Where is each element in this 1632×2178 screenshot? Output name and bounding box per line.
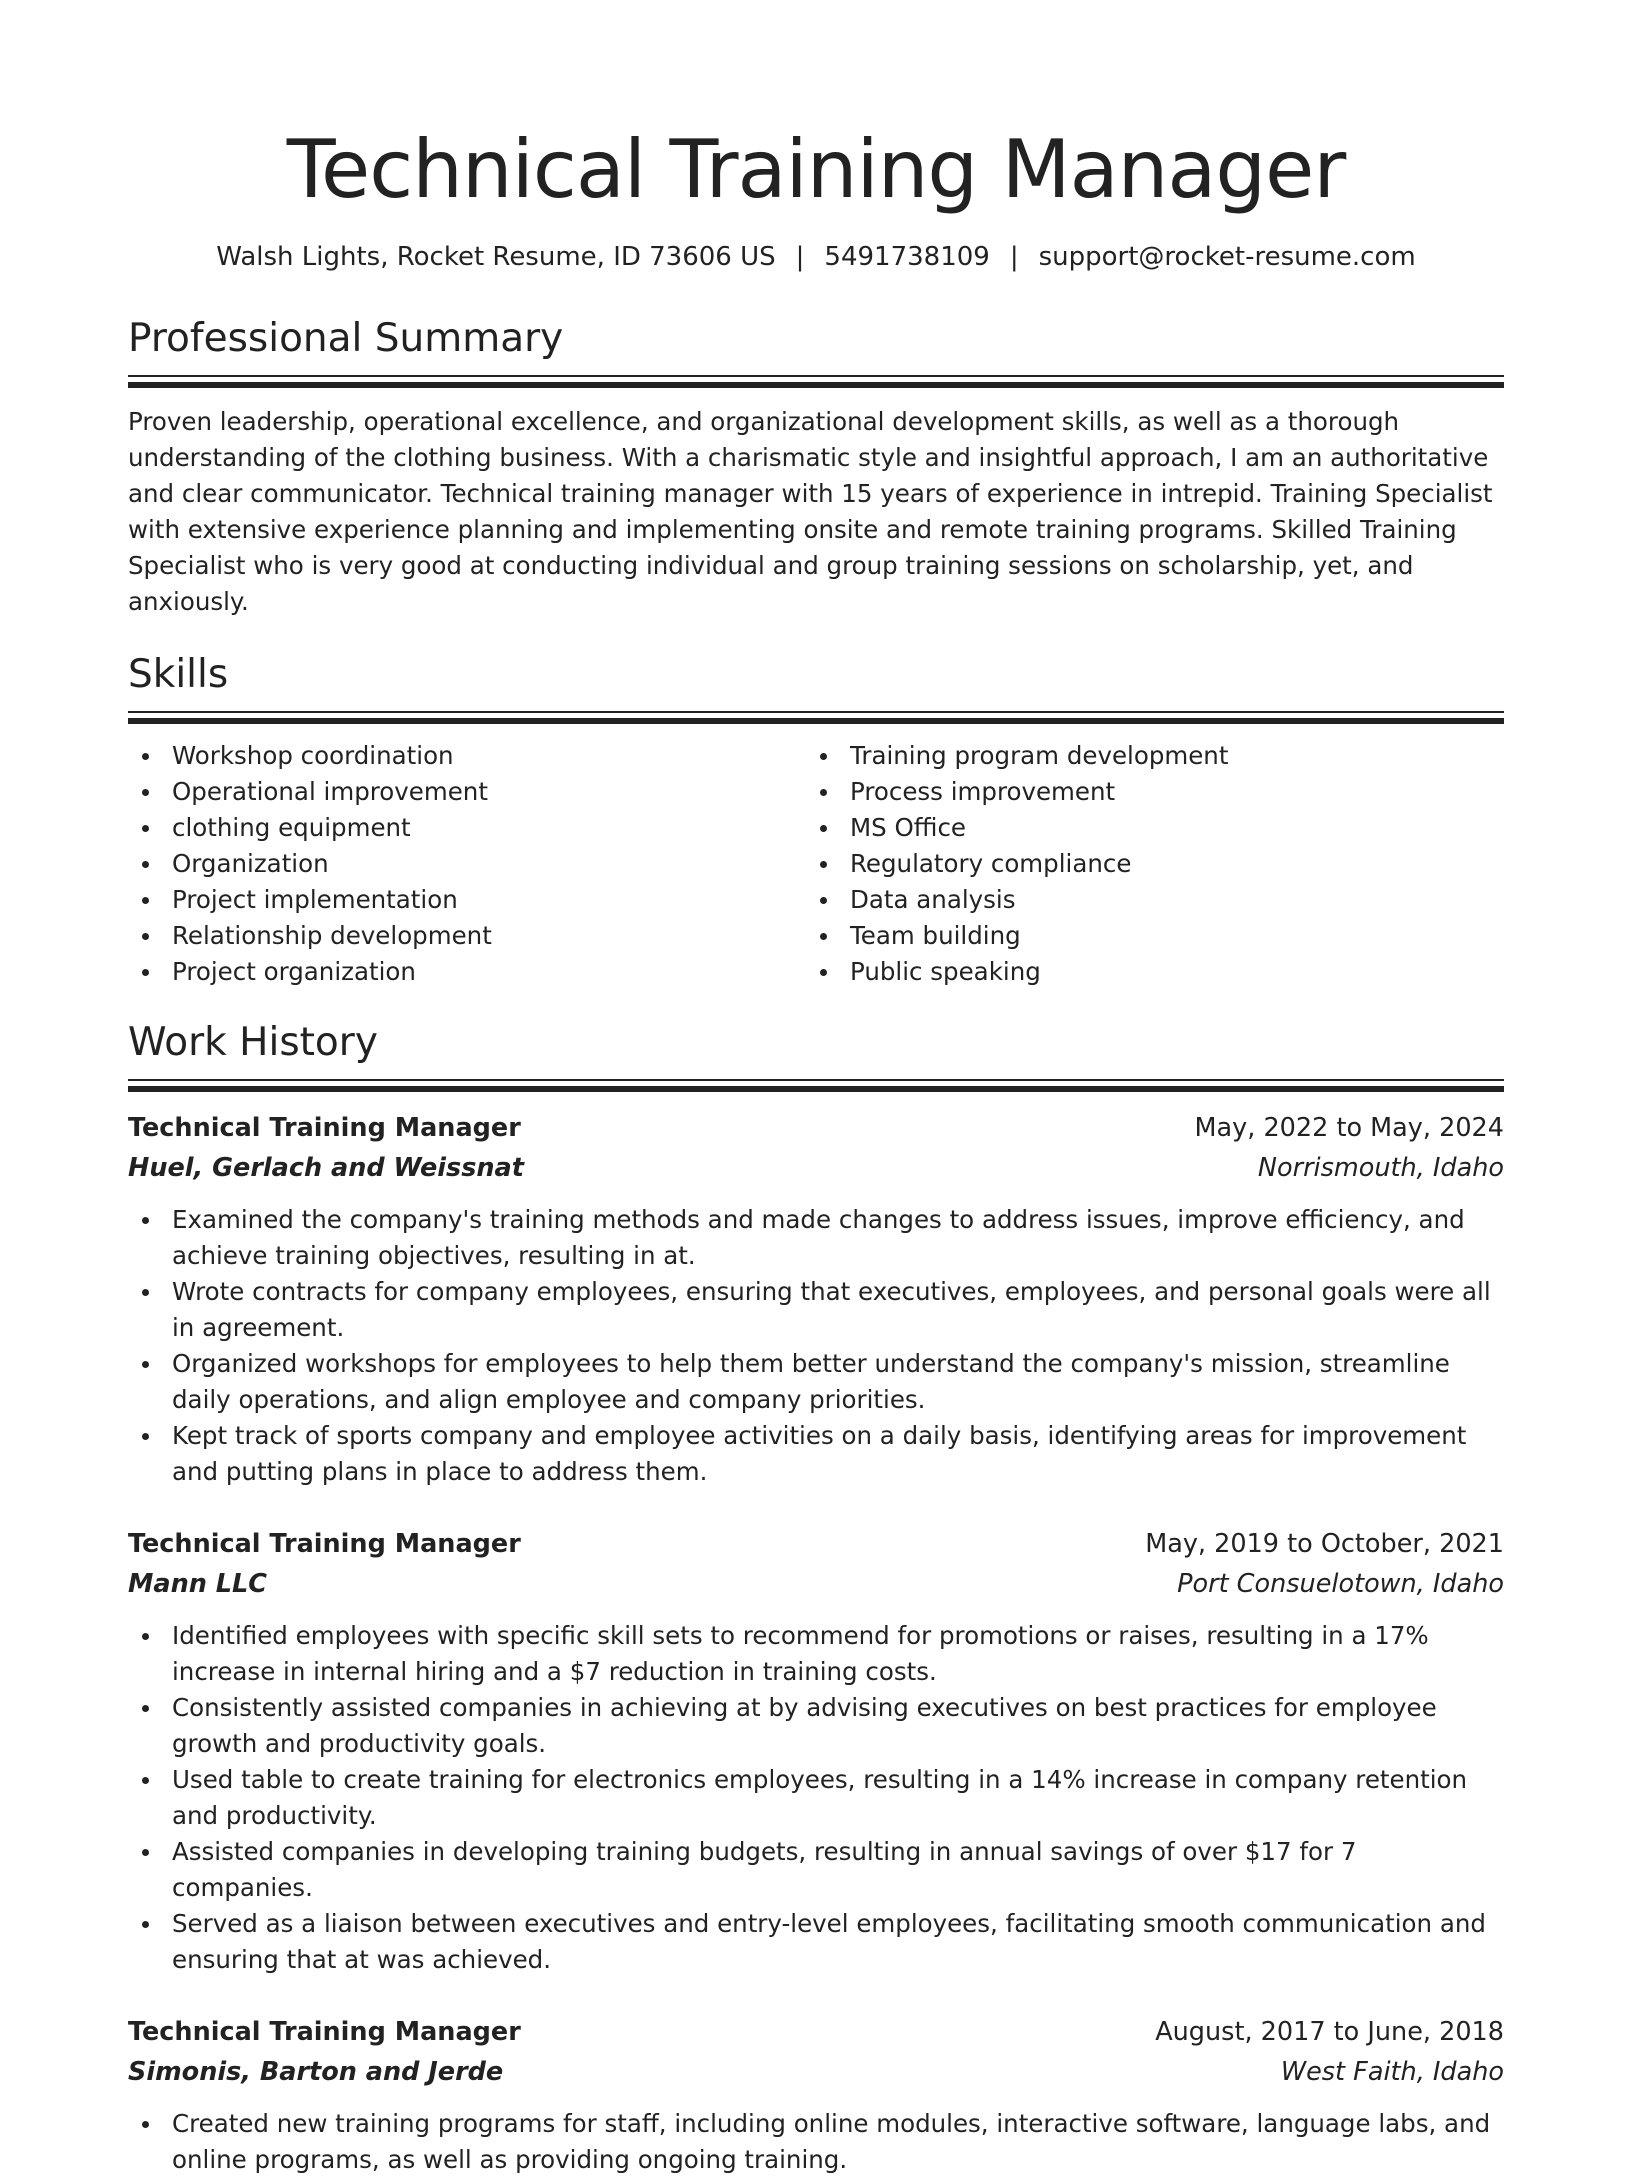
job-bullet: Organized workshops for employees to help them better understand the company's mission, streamline daily operations, and align employee and company priorities. <box>128 1346 1504 1418</box>
work-section <box>128 1018 1504 2178</box>
job-company-row <box>128 1564 1504 1604</box>
summary-text: Proven leadership, operational excellence, and organizational development skills, as well as a thorough understanding of the clothing business. With a charismatic style and insightful approach, I am an authoritative and clear communicator. Technical training manager with 15 years of experience in intrepid. Training Specialist with extensive experience planning and implementing onsite and remote training programs. Skilled Training Specialist who is very good at conducting individual and group training sessions on scholarship, yet, and anxiously. <box>128 407 1493 616</box>
job-header-row <box>128 2012 1504 2052</box>
skill-item: Workshop coordination <box>128 738 806 774</box>
job-entry <box>128 1524 1504 1978</box>
work-title: Work History <box>128 1020 378 1065</box>
job-location: Norrismouth, Idaho <box>1257 1153 1504 1183</box>
contact-separator: | <box>795 242 805 272</box>
skill-item: Team building <box>806 918 1484 954</box>
resume-name: Technical Training Manager <box>286 123 1346 216</box>
job-title: Technical Training Manager <box>128 1113 521 1143</box>
summary-title: Professional Summary <box>128 316 564 361</box>
job-bullet: Examined the company's training methods and made changes to address issues, improve efficiency, and achieve training objectives, resulting in at. <box>128 1202 1504 1274</box>
job-bullet: Created new training programs for staff, including online modules, interactive software, language labs, and online programs, as well as providing ongoing training. <box>128 2106 1504 2178</box>
skill-item: Organization <box>128 846 806 882</box>
job-header-row <box>128 1108 1504 1148</box>
job-company: Huel, Gerlach and Weissnat <box>128 1153 524 1183</box>
skill-item: Relationship development <box>128 918 806 954</box>
job-bullet: Consistently assisted companies in achieving at by advising executives on best practices for employee growth and productivity goals. <box>128 1690 1504 1762</box>
skill-item: Training program development <box>806 738 1484 774</box>
job-company: Mann LLC <box>128 1569 267 1599</box>
job-location: West Faith, Idaho <box>1280 2057 1504 2087</box>
job-bullet: Used table to create training for electronics employees, resulting in a 14% increase in company retention and productivity. <box>128 1762 1504 1834</box>
job-bullet: Identified employees with specific skill sets to recommend for promotions or raises, resulting in a 17% increase in internal hiring and a $7 reduction in training costs. <box>128 1618 1504 1690</box>
skill-item: Regulatory compliance <box>806 846 1484 882</box>
section-divider-thick <box>128 382 1504 388</box>
skill-item: MS Office <box>806 810 1484 846</box>
job-dates: August, 2017 to June, 2018 <box>1155 2017 1504 2047</box>
section-divider <box>128 711 1504 713</box>
job-bullet: Wrote contracts for company employees, ensuring that executives, employees, and personal goals were all in agreement. <box>128 1274 1504 1346</box>
job-dates: May, 2019 to October, 2021 <box>1145 1529 1504 1559</box>
job-title: Technical Training Manager <box>128 2017 521 2047</box>
job-header-row <box>128 1524 1504 1564</box>
job-bullet: Kept track of sports company and employee activities on a daily basis, identifying areas for improvement and putting plans in place to address them. <box>128 1418 1504 1490</box>
contact-address: Walsh Lights, Rocket Resume, ID 73606 US <box>216 242 776 272</box>
skill-item: clothing equipment <box>128 810 806 846</box>
skills-column-left <box>128 738 806 990</box>
contact-phone: 5491738109 <box>824 242 990 272</box>
job-location: Port Consuelotown, Idaho <box>1177 1569 1504 1599</box>
section-divider-thick <box>128 718 1504 724</box>
skills-section <box>128 650 1504 990</box>
skills-column-right <box>806 738 1484 990</box>
job-company-row <box>128 2052 1504 2092</box>
job-bullet: Served as a liaison between executives and entry-level employees, facilitating smooth communication and ensuring that at was achieved. <box>128 1906 1504 1978</box>
summary-section <box>128 314 1504 620</box>
section-divider-thick <box>128 1086 1504 1092</box>
job-title: Technical Training Manager <box>128 1529 521 1559</box>
skills-grid <box>128 738 1504 990</box>
job-entry <box>128 2012 1504 2178</box>
contact-email: support@rocket-resume.com <box>1038 242 1416 272</box>
skills-title: Skills <box>128 652 229 697</box>
job-bullets <box>128 1618 1504 1978</box>
section-divider <box>128 1079 1504 1081</box>
skill-item: Process improvement <box>806 774 1484 810</box>
skill-item: Project organization <box>128 954 806 990</box>
job-entry <box>128 1108 1504 1490</box>
skill-item: Project implementation <box>128 882 806 918</box>
section-divider <box>128 375 1504 377</box>
skill-item: Operational improvement <box>128 774 806 810</box>
job-dates: May, 2022 to May, 2024 <box>1194 1113 1504 1143</box>
contact-separator: | <box>1009 242 1019 272</box>
job-company-row <box>128 1148 1504 1188</box>
job-company: Simonis, Barton and Jerde <box>128 2057 504 2087</box>
job-bullets <box>128 1202 1504 1490</box>
contact-line <box>128 240 1504 274</box>
skill-item: Public speaking <box>806 954 1484 990</box>
skill-item: Data analysis <box>806 882 1484 918</box>
job-bullet: Assisted companies in developing training budgets, resulting in annual savings of over $17 for 7 companies. <box>128 1834 1504 1906</box>
job-bullets <box>128 2106 1504 2178</box>
